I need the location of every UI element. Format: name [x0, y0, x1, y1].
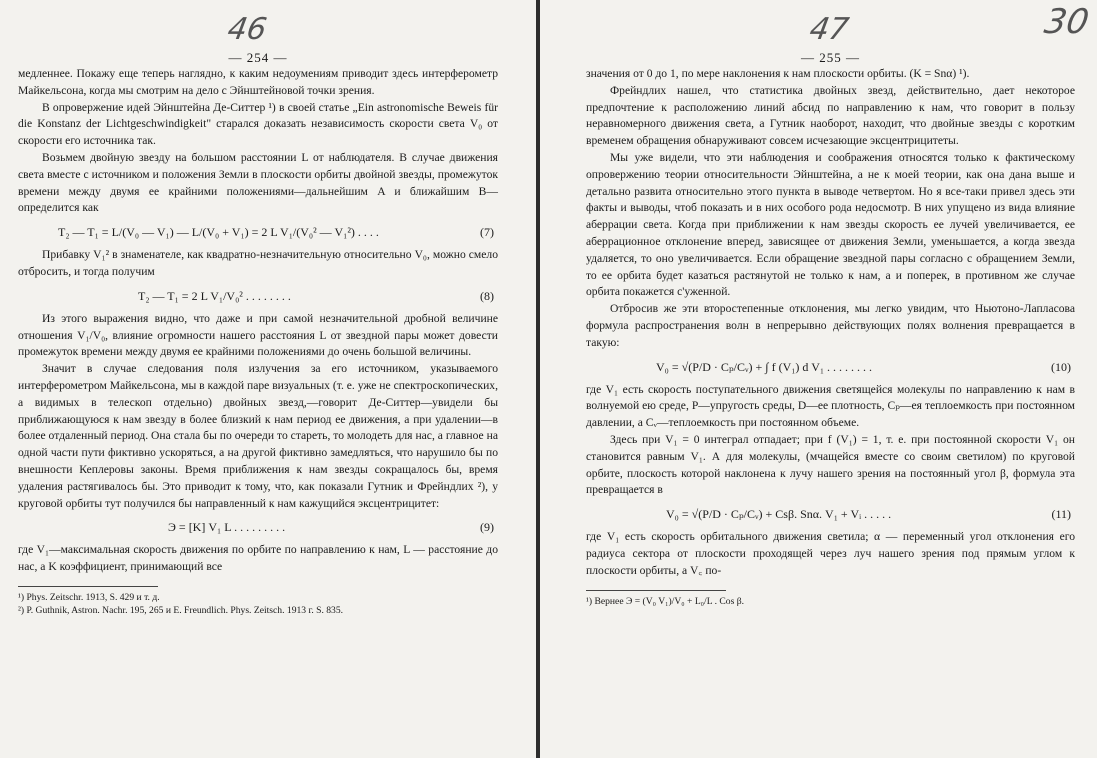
left-page — [0, 0, 536, 758]
page-number-right: — 255 — — [801, 50, 860, 65]
handwritten-corner-number: 30 — [1041, 2, 1092, 42]
formula-11-number: (11) — [1051, 507, 1071, 522]
page-number-left: — 254 — — [228, 50, 288, 65]
footnote: ²) P. Guthnik, Astron. Nachr. 195, 265 и E. Freundlich. Phys. Zeitsch. 1913 г. S. 835. — [18, 605, 344, 617]
formula-11-expression: V₀ = √(P/D · Cₚ/Cᵥ) + Csβ. Snα. V₁ + Vᵢ . . . . . — [666, 507, 892, 522]
formula-7-expression: T₂ — T₁ = L/(V₀ — V₁) — L/(V₀ + V₁) = 2 L V₁/(V₀² — V₁²) . . . . — [58, 225, 379, 240]
formula-8-number: (8) — [480, 288, 494, 303]
paragraph: Отбросив же эти второстепенные отклонения, мы легко увидим, что Ньютоно-Лапласова формула распространения волн в непрерывно действующих полях волнения превращается в такую: — [586, 302, 1075, 349]
formula-11 — [586, 499, 1075, 529]
paragraph: Возьмем двойную звезду на большом расстоянии L от наблюдателя. В случае движения света вместе с источником и положения Земли в плоскости орбиты двойной звезды, промежуток времени между двумя ее крайними положениями—дальнейшим A и ближайшим B—определится как — [18, 150, 498, 215]
formula-10-expression: V₀ = √(P/D · Cₚ/Cᵥ) + ∫ f (V₁) d V₁ . . . . . . . . — [656, 359, 873, 374]
footnote: ¹) Вернее Э = (V₀ V₁)/V₀ + L₀/L . Cos β. — [586, 595, 744, 607]
paragraph: значения от 0 до 1, по мере наклонения к нам плоскости орбиты. (K = Snα) ¹). — [586, 67, 970, 80]
formula-7 — [18, 217, 498, 247]
handwritten-page-number-right: 47 — [806, 12, 852, 47]
formula-8-expression: T₂ — T₁ = 2 L V₁/V₀² . . . . . . . . — [138, 288, 291, 303]
paragraph: где V₁ есть скорость орбитального движения светила; α — переменный угол отклонения его радиуса сектора от плоскости проходящей через луч нашего зрения под прямым углом к плоскости орбиты, а V꜀ по- — [586, 530, 1075, 577]
paragraph: медленнее. Покажу еще теперь наглядно, к каким недоумениям приводит здесь интерферометр Майкельсона, когда мы смотрим на дело с Эйнштейновой точки зрения. — [18, 67, 498, 97]
formula-7-number: (7) — [480, 225, 494, 240]
paragraph: Фрейндлих нашел, что статистика двойных звезд, действительно, дает некоторое предпочтение к расположению линий абсид по направлению к нам, что говорит в пользу неравномерного движения света, а Гутник наоборот, находит, что двойные звезды с коротким временем обращения обнаруживают совсем исчезающие эксцентрицитеты. — [586, 83, 1075, 148]
paragraph: Здесь при V₁ = 0 интеграл отпадает; при f (V₁) = 1, т. е. при постоянной скорости V₁ он становится равным V₁. А для молекулы, (мчащейся вместе со своим светилом) по круговой орбите, плоскость которой наклонена к лучу нашего зрения на постоянный угол β, формула эта превращается в — [586, 432, 1075, 497]
formula-8 — [18, 281, 498, 311]
paragraph: Прибавку V₁² в знаменателе, как квадратно-незначительную относительно V₀, можно смело отбросить, и тогда получим — [18, 248, 498, 278]
footnote: ¹) Phys. Zeitschr. 1913, S. 429 и т. д. — [18, 591, 160, 603]
formula-9 — [18, 512, 498, 542]
formula-10 — [586, 352, 1075, 382]
formula-9-number: (9) — [480, 520, 494, 535]
paragraph: Из этого выражения видно, что даже и при самой незначительной дробной величине отношения V₁/V₀, влияние огромности нашего расстояния L от звездной пары может довести промежуток времени между двумя ее крайними положениями до очень большой величины. — [18, 311, 498, 359]
paragraph: Значит в случае следования поля излучения за его источником, указываемого интерферометром Майкельсона, мы в каждой паре визуальных (т. е. уже не спектроскопических, а видимых в телескоп отдельно) двойных звезд,—говорит Де-Ситтер—увидели бы приближающуюся к нам звезду в более близкий к нам период ее движения, а при удалении—в более отдаленный период. Она стала бы по очереди то стареть, то молодеть для нас, а главное на одной части пути фиктивно ускоряться, а на другой фиктивно замедляться, что нарушило бы по внешности Кеплеровы законы. Время приближения к нам звезды сокращалось бы, время удаления растягивалось бы. Это приводит к тому, что, как показали Гутник и Фрейндлих ²), у круговой орбиты тут получился бы направленный к нам кажущийся эксцентрицитет: — [18, 362, 498, 510]
paragraph: В опровержение идей Эйнштейна Де-Ситтер ¹) в своей статье „Ein astronomische Beweis für die Konstanz der Lichtgeschwindigkeit" старался доказать независимость скорости света V₀ от скорости его источника так. — [18, 100, 498, 148]
paragraph: где V₁ есть скорость поступательного движения светящейся молекулы по направлению к нам в волнуемой ею среде, P—упругость среды, D—ее плотность, Cₚ—ея теплоемкость при постоянном давлении, а Cᵥ—теплоемкость при постоянном объеме. — [586, 382, 1075, 430]
formula-10-number: (10) — [1051, 359, 1071, 374]
handwritten-page-number-left: 46 — [224, 12, 270, 47]
right-page — [540, 0, 1097, 758]
footnote-rule — [18, 586, 158, 587]
footnote-rule — [586, 590, 726, 591]
paragraph: Мы уже видели, что эти наблюдения и соображения относятся только к фактическому опровержению теории относительности Эйнштейна, а не к моей теории, как она дана выше и детально развита относительно этого пункта в выводе четвертом. Но я все-таки привел здесь эти факты и выводы, чтоб показать и в них особого рода недосмотр. В них упущено из вида влияние аберрации света. Когда при приближении к нам звезды скорость ее лучей увеличивается, ее аберрационное отклонение вперед, зависящее от движения Земли, уменьшается, а когда звезда удаляется, то оно увеличивается. Если обращение звездной пары согласно с обращением Земли, то ее орбита будет казаться растянутой не только к нам, а и поперек, в противном же случае орбита покажется с'уженной. — [586, 150, 1075, 299]
formula-9-expression: Э = [K] V₁ L . . . . . . . . . — [168, 520, 286, 535]
paragraph: где V₁—максимальная скорость движения по орбите по направлению к нам, L — расстояние до нас, а K коэффициент, принимающий все — [18, 543, 498, 574]
